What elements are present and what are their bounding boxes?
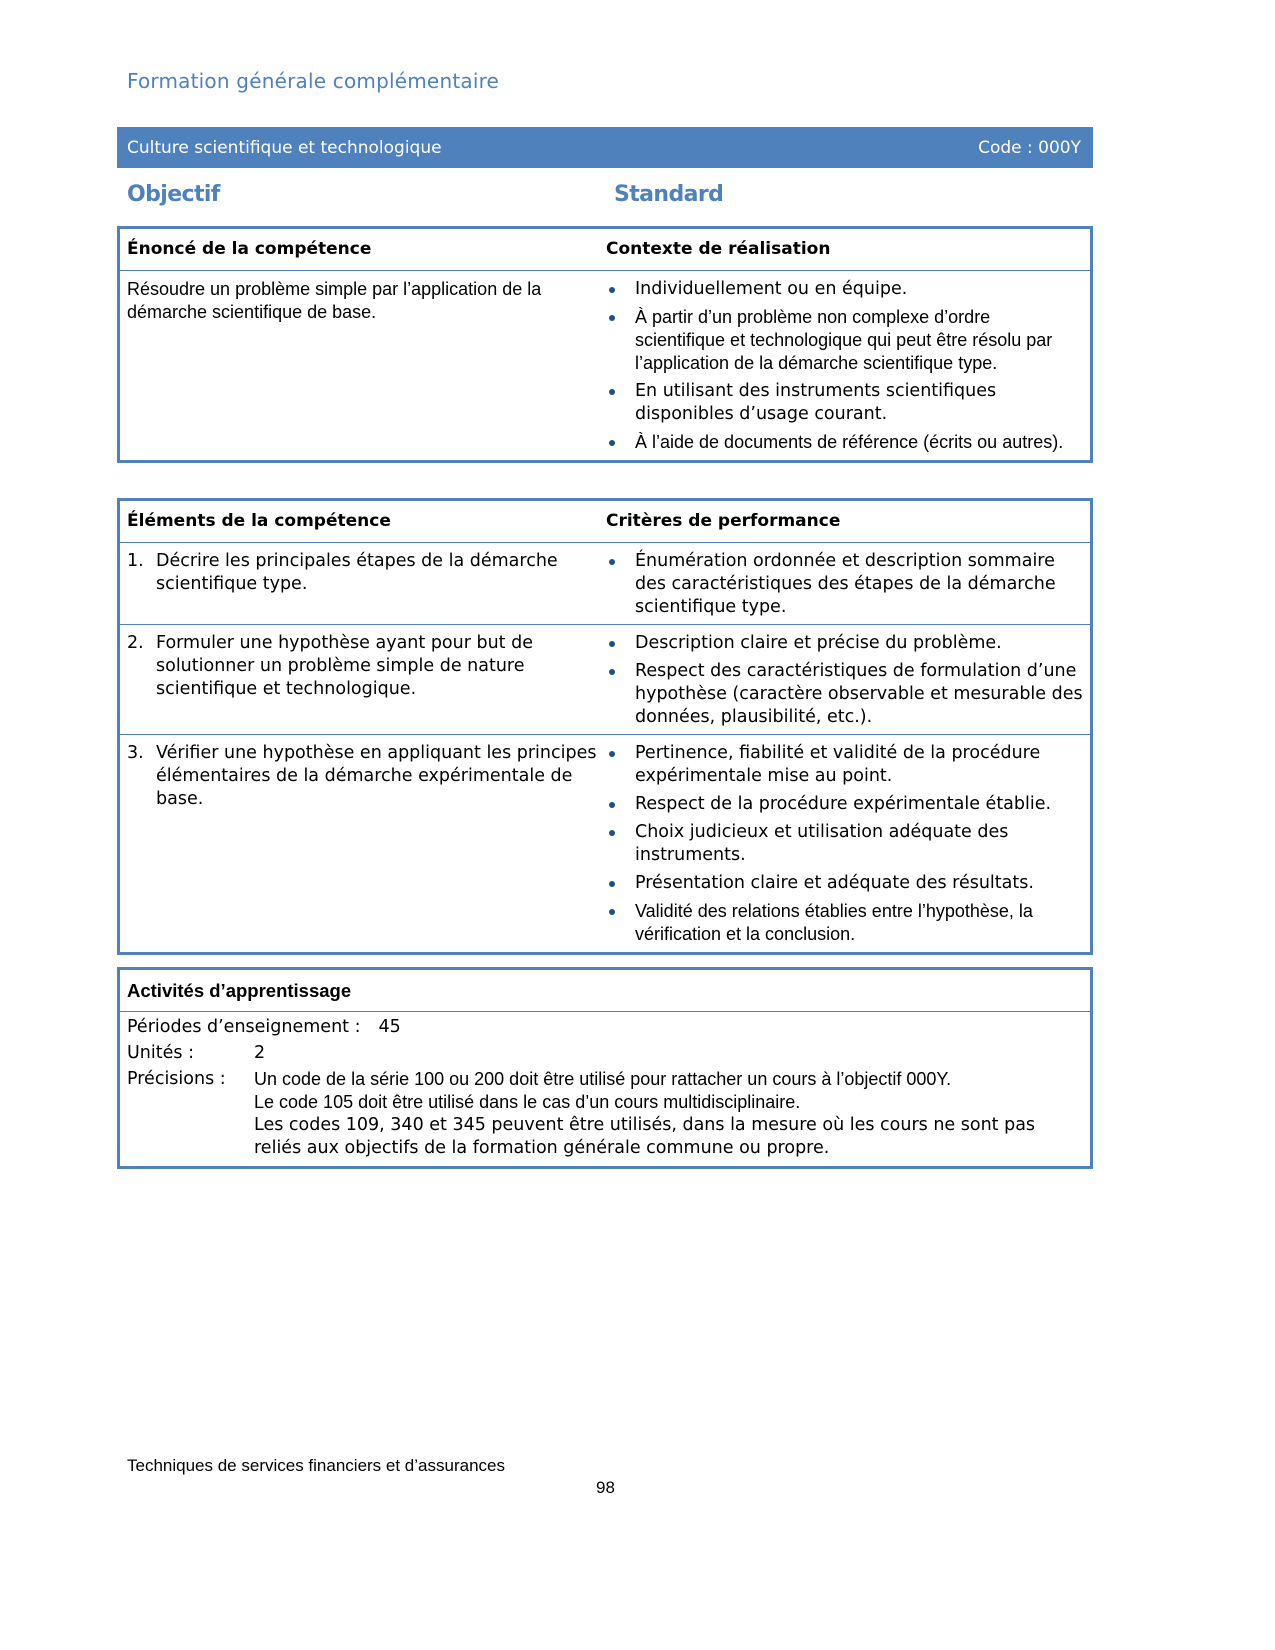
table-row	[120, 734, 1090, 952]
competency-statement-table	[117, 226, 1093, 463]
criteria-cell	[606, 550, 1090, 619]
context-header: Contexte de réalisation	[606, 239, 831, 259]
list-item: Énumération ordonnée et description sommaire des caractéristiques des étapes de la démarche scientifique type.	[606, 550, 1084, 619]
course-band	[117, 127, 1093, 168]
activities-header: Activités d’apprentissage	[127, 980, 352, 1001]
criteria-header: Critères de performance	[606, 511, 841, 531]
course-code: Code : 000Y	[978, 137, 1081, 158]
element-cell	[120, 550, 606, 619]
element-item: 2. Formuler une hypothèse ayant pour but de solutionner un problème simple de nature scientifique et technologique.	[127, 633, 533, 699]
bullet-icon	[609, 830, 615, 836]
element-item: 1. Décrire les principales étapes de la démarche scientifique type.	[127, 551, 558, 594]
list-item: À partir d’un problème non complexe d’ordre scientifique et technologique qui peut être résolu par l’application de la démarche scientifique type.	[606, 306, 1084, 375]
list-item: À l’aide de documents de référence (écrits ou autres).	[606, 431, 1084, 454]
periods-line	[127, 1016, 1083, 1039]
page-number: 98	[596, 1478, 615, 1497]
periods-value: 45	[378, 1017, 401, 1037]
bullet-icon	[609, 440, 615, 446]
table-row	[120, 542, 1090, 624]
table-row	[120, 270, 1090, 460]
competency-statement: Résoudre un problème simple par l’application de la démarche scientifique de base.	[127, 279, 542, 322]
elements-header: Éléments de la compétence	[127, 511, 391, 531]
criteria-cell	[606, 632, 1090, 729]
bullet-icon	[609, 669, 615, 675]
units-line	[127, 1042, 1083, 1065]
course-title: Culture scientifique et technologique	[127, 137, 442, 158]
table-header-row	[120, 970, 1090, 1011]
bullet-icon	[609, 389, 615, 395]
criteria-cell	[606, 742, 1090, 946]
table-header-row	[120, 229, 1090, 270]
precisions-line	[127, 1068, 1083, 1160]
competency-elements-table	[117, 498, 1093, 955]
context-list-cell	[606, 278, 1090, 454]
list-item: Respect de la procédure expérimentale établie.	[606, 793, 1084, 816]
list-item: Présentation claire et adéquate des résultats.	[606, 872, 1084, 895]
context-list	[606, 278, 1084, 454]
bullet-icon	[609, 909, 615, 915]
activities-body	[120, 1011, 1090, 1166]
units-value: 2	[254, 1043, 266, 1063]
list-item: Validité des relations établies entre l’hypothèse, la vérification et la conclusion.	[606, 900, 1084, 946]
list-item: Choix judicieux et utilisation adéquate des instruments.	[606, 821, 1084, 867]
list-item: Respect des caractéristiques de formulation d’une hypothèse (caractère observable et mesurable des données, plausibilité, etc.).	[606, 660, 1084, 729]
bullet-icon	[609, 641, 615, 647]
table-row	[120, 624, 1090, 734]
bullet-icon	[609, 287, 615, 293]
bullet-icon	[609, 881, 615, 887]
section-title: Formation générale complémentaire	[127, 69, 500, 93]
bullet-icon	[609, 751, 615, 757]
precisions-label: Précisions :	[127, 1069, 226, 1089]
periods-label: Périodes d’enseignement :	[127, 1017, 361, 1037]
units-label: Unités :	[127, 1043, 194, 1063]
element-cell	[120, 742, 606, 946]
table-header-row	[120, 501, 1090, 542]
objective-heading: Objectif	[127, 182, 220, 207]
bullet-icon	[609, 802, 615, 808]
list-item: En utilisant des instruments scientifiques disponibles d’usage courant.	[606, 380, 1084, 426]
list-item: Description claire et précise du problème.	[606, 632, 1084, 655]
bullet-icon	[609, 559, 615, 565]
learning-activities-table	[117, 967, 1093, 1169]
column-headings	[127, 182, 1087, 212]
element-item: 3. Vérifier une hypothèse en appliquant les principes élémentaires de la démarche expérimentale de base.	[127, 743, 597, 809]
footer-program: Techniques de services financiers et d’assurances	[127, 1456, 505, 1475]
standard-heading: Standard	[614, 182, 724, 207]
precisions-text: Un code de la série 100 ou 200 doit être utilisé pour rattacher un cours à l’objectif 000Y. Le code 105 doit être utilisé dans le cas d’un cours multidisciplinaire. Les codes 109, 340 et 345 peuvent être utilisés, dans la mesure où les cours ne sont pas reliés aux objectifs de la formation générale commune ou propre.	[254, 1069, 1036, 1158]
statement-header: Énoncé de la compétence	[127, 239, 372, 259]
element-cell	[120, 632, 606, 729]
list-item: Pertinence, fiabilité et validité de la procédure expérimentale mise au point.	[606, 742, 1084, 788]
bullet-icon	[609, 315, 615, 321]
list-item: Individuellement ou en équipe.	[606, 278, 1084, 301]
